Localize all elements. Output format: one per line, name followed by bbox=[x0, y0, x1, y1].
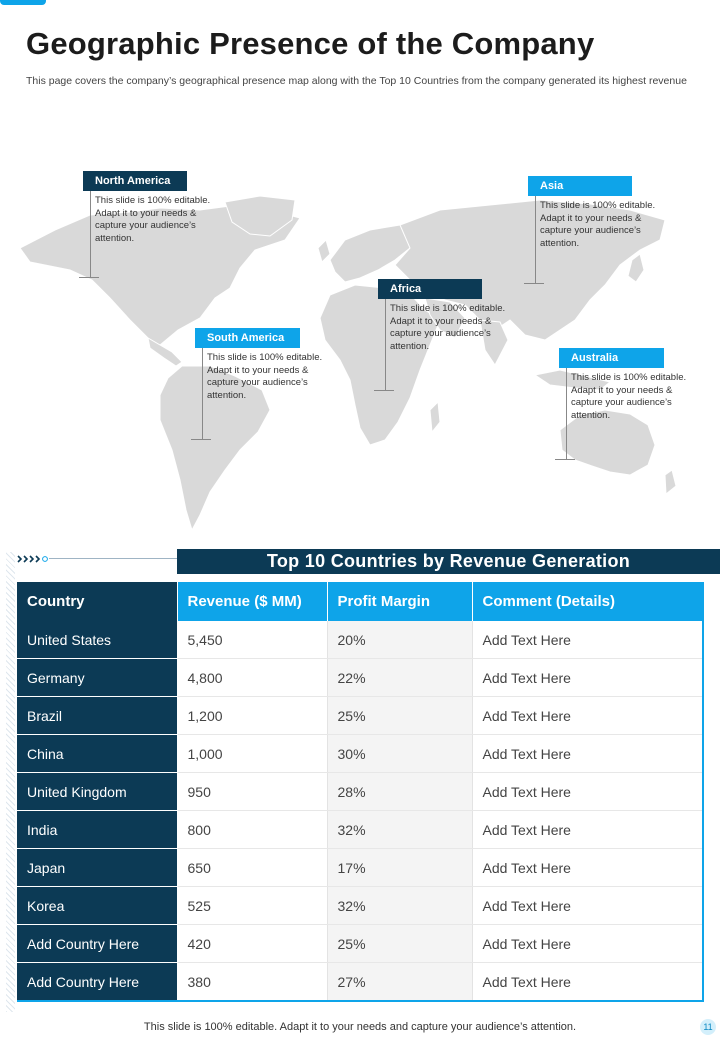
column-header: Country bbox=[17, 582, 177, 621]
uk-shape bbox=[318, 240, 330, 262]
region-label: South America bbox=[195, 328, 300, 348]
profit-margin-cell: 32% bbox=[327, 887, 472, 925]
region-label: Africa bbox=[378, 279, 482, 299]
revenue-cell: 525 bbox=[177, 887, 327, 925]
revenue-cell: 950 bbox=[177, 773, 327, 811]
table-row bbox=[17, 697, 703, 735]
decorative-hatch bbox=[6, 552, 15, 1012]
page-title: Geographic Presence of the Company bbox=[26, 26, 595, 61]
country-cell: Korea bbox=[17, 887, 177, 925]
profit-margin-cell: 30% bbox=[327, 735, 472, 773]
table-row bbox=[17, 849, 703, 887]
profit-margin-cell: 25% bbox=[327, 925, 472, 963]
table-title: Top 10 Countries by Revenue Generation bbox=[177, 549, 720, 574]
comment-cell: Add Text Here bbox=[472, 925, 703, 963]
page-number: 11 bbox=[700, 1019, 716, 1035]
revenue-cell: 4,800 bbox=[177, 659, 327, 697]
revenue-table bbox=[17, 582, 704, 1002]
comment-cell: Add Text Here bbox=[472, 621, 703, 659]
leader-tick bbox=[555, 459, 575, 460]
table-row bbox=[17, 735, 703, 773]
callout-asia bbox=[528, 176, 698, 286]
country-cell: United Kingdom bbox=[17, 773, 177, 811]
region-description: This slide is 100% editable. Adapt it to your needs & capture your audience’s attention. bbox=[571, 372, 687, 421]
comment-cell: Add Text Here bbox=[472, 811, 703, 849]
revenue-cell: 5,450 bbox=[177, 621, 327, 659]
divider-line bbox=[49, 558, 179, 559]
callout-south-america bbox=[195, 328, 355, 443]
comment-cell: Add Text Here bbox=[472, 735, 703, 773]
page-subtitle: This page covers the company’s geographical presence map along with the Top 10 Countries from the company generated its highest revenue bbox=[26, 75, 687, 87]
revenue-cell: 1,000 bbox=[177, 735, 327, 773]
leader-tick bbox=[524, 283, 544, 284]
callout-australia bbox=[559, 348, 719, 463]
new-zealand-shape bbox=[665, 470, 676, 494]
callout-north-america bbox=[83, 171, 243, 281]
comment-cell: Add Text Here bbox=[472, 773, 703, 811]
callout-africa bbox=[378, 279, 538, 394]
profit-margin-cell: 22% bbox=[327, 659, 472, 697]
table-row bbox=[17, 963, 703, 1002]
column-header: Revenue ($ MM) bbox=[177, 582, 327, 621]
comment-cell: Add Text Here bbox=[472, 849, 703, 887]
country-cell: India bbox=[17, 811, 177, 849]
region-label: North America bbox=[83, 171, 187, 191]
region-description: This slide is 100% editable. Adapt it to your needs & capture your audience’s attention. bbox=[540, 200, 656, 249]
region-description: This slide is 100% editable. Adapt it to your needs & capture your audience’s attention. bbox=[95, 195, 211, 244]
leader-line bbox=[566, 368, 567, 459]
region-label: Asia bbox=[528, 176, 632, 196]
table-row bbox=[17, 621, 703, 659]
profit-margin-cell: 20% bbox=[327, 621, 472, 659]
top-accent-bar bbox=[0, 0, 46, 5]
country-cell: Brazil bbox=[17, 697, 177, 735]
country-cell: Add Country Here bbox=[17, 963, 177, 1002]
country-cell: Japan bbox=[17, 849, 177, 887]
country-cell: China bbox=[17, 735, 177, 773]
profit-margin-cell: 28% bbox=[327, 773, 472, 811]
region-description: This slide is 100% editable. Adapt it to your needs & capture your audience’s attention. bbox=[390, 303, 506, 352]
leader-line bbox=[202, 348, 203, 439]
comment-cell: Add Text Here bbox=[472, 697, 703, 735]
leader-line bbox=[90, 191, 91, 277]
table-row bbox=[17, 887, 703, 925]
revenue-cell: 380 bbox=[177, 963, 327, 1002]
comment-cell: Add Text Here bbox=[472, 659, 703, 697]
comment-cell: Add Text Here bbox=[472, 963, 703, 1002]
profit-margin-cell: 27% bbox=[327, 963, 472, 1002]
table-row bbox=[17, 773, 703, 811]
leader-line bbox=[535, 196, 536, 283]
revenue-cell: 1,200 bbox=[177, 697, 327, 735]
leader-tick bbox=[191, 439, 211, 440]
leader-tick bbox=[79, 277, 99, 278]
region-description: This slide is 100% editable. Adapt it to your needs & capture your audience’s attention. bbox=[207, 352, 323, 401]
profit-margin-cell: 32% bbox=[327, 811, 472, 849]
country-cell: Germany bbox=[17, 659, 177, 697]
table-row bbox=[17, 925, 703, 963]
table-header-row bbox=[17, 582, 703, 621]
leader-tick bbox=[374, 390, 394, 391]
profit-margin-cell: 17% bbox=[327, 849, 472, 887]
column-header: Profit Margin bbox=[327, 582, 472, 621]
revenue-cell: 420 bbox=[177, 925, 327, 963]
central-america-shape bbox=[148, 338, 182, 366]
footer-note: This slide is 100% editable. Adapt it to your needs and capture your audience’s attention. bbox=[143, 1021, 577, 1033]
table-row bbox=[17, 659, 703, 697]
chevrons-icon bbox=[17, 555, 49, 563]
column-header: Comment (Details) bbox=[472, 582, 703, 621]
region-label: Australia bbox=[559, 348, 664, 368]
revenue-cell: 800 bbox=[177, 811, 327, 849]
table-row bbox=[17, 811, 703, 849]
comment-cell: Add Text Here bbox=[472, 887, 703, 925]
profit-margin-cell: 25% bbox=[327, 697, 472, 735]
leader-line bbox=[385, 299, 386, 390]
madagascar-shape bbox=[430, 402, 440, 432]
revenue-cell: 650 bbox=[177, 849, 327, 887]
country-cell: United States bbox=[17, 621, 177, 659]
country-cell: Add Country Here bbox=[17, 925, 177, 963]
